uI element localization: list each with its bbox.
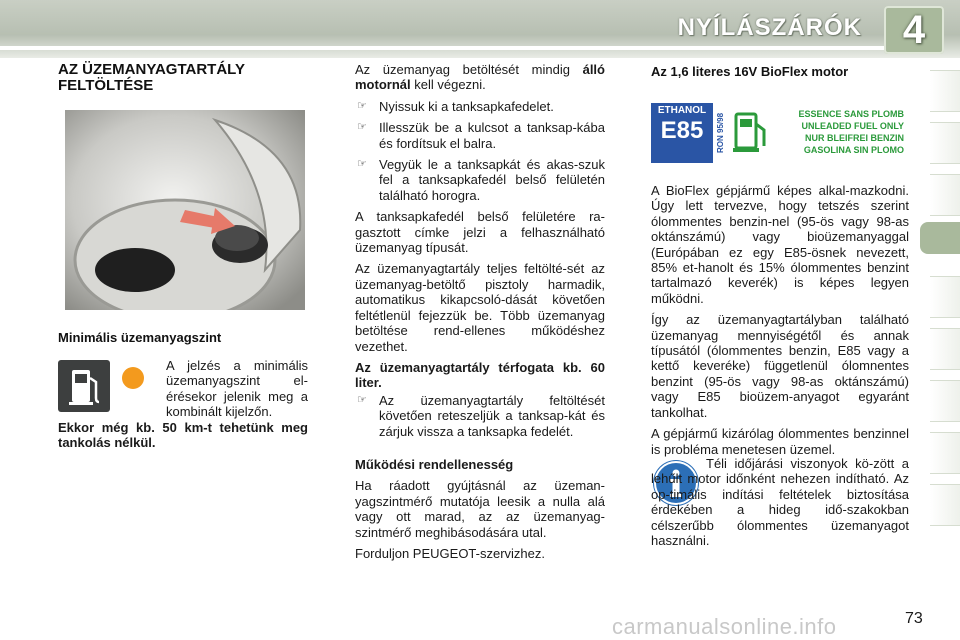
bioflex-paragraph-1: A BioFlex gépjármű képes alkal-mazkodni. Úgy lett tervezve, hogy tetszés szerint ólommentes benzin-nel (95-ös vagy 98-as oktánszámú) vagy bioüzemanyaggal (Európában ez egy E85-ösnek nevezett, 85% et-hanolt és 15% ólommentes benzint tartalmazó keverék) is képes legyen működni. xyxy=(651,183,909,306)
pointing-hand-icon: ☞ xyxy=(357,99,367,112)
unleaded-line-3: NUR BLEIFREI BENZIN xyxy=(805,133,904,143)
fuel-pump-icon xyxy=(58,360,110,412)
side-tab-active[interactable] xyxy=(920,222,960,254)
side-tab-2[interactable] xyxy=(930,122,960,164)
bullet-open-flap xyxy=(355,99,605,114)
range-warning-block xyxy=(58,420,308,457)
fill-paragraph: Az üzemanyagtartály teljes feltölté-sét az üzemanyag-betöltő pisztoly harmadik, automatikus kikapcsoló-dását követően feltétlenül fejezzük be. Több üzemanyag betöltése rend-ellenes működéshez vezethet. xyxy=(355,261,605,354)
side-tab-1[interactable] xyxy=(930,70,960,112)
side-tab-rail xyxy=(930,70,960,570)
pointing-hand-icon: ☞ xyxy=(357,121,367,134)
warning-lamp-icon xyxy=(122,367,144,389)
unleaded-line-1: ESSENCE SANS PLOMB xyxy=(798,109,904,119)
ron-text: RON 95/98 xyxy=(716,112,725,154)
chapter-number: 4 xyxy=(902,8,926,52)
pointing-hand-icon: ☞ xyxy=(357,158,367,171)
header-stripe xyxy=(0,46,885,50)
e85-label-icon xyxy=(651,103,713,163)
green-fuel-pump-icon xyxy=(730,108,772,158)
bullet-remove-cap xyxy=(355,157,605,203)
fuel-cap-photo xyxy=(65,110,305,310)
info-note xyxy=(651,456,909,554)
min-fuel-title: Minimális üzemanyagszint xyxy=(58,330,222,345)
min-fuel-text: A jelzés a minimális üzemanyagszint el-érésekor jelenik meg a kombinált kijelzőn. xyxy=(166,358,308,420)
side-tab-7[interactable] xyxy=(930,380,960,422)
column-3 xyxy=(651,183,909,463)
bullet-text: Illesszük be a kulcsot a tanksap-kába és fordítsuk el balra. xyxy=(379,120,605,151)
bioflex-paragraph-3: A gépjármű kizárólag ólommentes benzinnel is probléma menetesen üzemel. xyxy=(651,426,909,457)
column-2 xyxy=(355,62,605,567)
watermark: carmanualsonline.info xyxy=(612,614,837,639)
side-tab-6[interactable] xyxy=(930,328,960,370)
side-tab-5[interactable] xyxy=(930,276,960,318)
intro-bold: álló motornál xyxy=(355,62,605,93)
range-warning: Ekkor még kb. 50 km-t tehetünk meg tankolás nélkül. xyxy=(58,420,308,451)
pointing-hand-icon: ☞ xyxy=(357,393,367,406)
side-tab-9[interactable] xyxy=(930,484,960,526)
malfunction-text: Ha ráadott gyújtásnál az üzeman-yagszintmérő mutatója leesik a nulla alá vagy ott marad, az az üzemanyag-szintmérő meghibásodására utal. xyxy=(355,478,605,540)
bullet-insert-key xyxy=(355,120,605,151)
e85-text: E85 xyxy=(660,117,704,144)
malfunction-title: Működési rendellenesség xyxy=(355,456,514,472)
intro-post: kell végezni. xyxy=(410,77,486,93)
unleaded-fuel-text xyxy=(774,108,904,156)
bullet-text: Nyissuk ki a tanksapkafedelet. xyxy=(379,98,554,114)
bioflex-paragraph-2: Így az üzemanyagtartályban található üzemanyag mennyiségétől és annak típusától (ólommentes benzin, E85 vagy a kettő keveréke) függetlenül ólomnentes benzint (95-ös vagy 98-as oktánszámú) vagy E85 bioüzem-anyagot egyaránt tankolhat. xyxy=(651,312,909,420)
min-fuel-description xyxy=(166,358,308,426)
unleaded-line-4: GASOLINA SIN PLOMO xyxy=(803,145,904,155)
chapter-title: NYÍLÁSZÁRÓK xyxy=(677,14,862,41)
bioflex-title: Az 1,6 literes 16V BioFlex motor xyxy=(651,64,849,79)
chapter-badge[interactable] xyxy=(884,6,944,54)
section-title-fuel-tank: AZ ÜZEMANYAGTARTÁLY FELTÖLTÉSE xyxy=(58,61,245,94)
tank-capacity: Az üzemanyagtartály térfogata kb. 60 liter. xyxy=(355,359,605,391)
intro-paragraph xyxy=(355,62,605,93)
info-note-text: Téli időjárási viszonyok kö-zött a lehűlt motor időnként nehezen indítható. Az op-timális indítási feltételek biztosítása érdekében a hideg idő-szakokban célszerűbb ólommentes üzemanyagot használni. xyxy=(651,456,909,549)
bullet-text: Az üzemanyagtartály feltöltését követően reteszeljük a tanksap-kát és zárjuk vissza a tanksapka fedelét. xyxy=(379,392,605,439)
intro-pre: Az üzemanyag betöltését mindig xyxy=(355,62,583,77)
service-text: Forduljon PEUGEOT-szervizhez. xyxy=(355,545,546,561)
label-paragraph: A tanksapkafedél belső felületére ra-gasztott címke jelzi a felhasználható üzemanyag típusát. xyxy=(355,209,605,256)
side-tab-3[interactable] xyxy=(930,174,960,216)
ethanol-text: ETHANOL xyxy=(657,105,707,116)
page-number: 73 xyxy=(905,610,923,627)
bullet-close-cap xyxy=(355,393,605,439)
unleaded-line-2: UNLEADED FUEL ONLY xyxy=(801,121,904,131)
side-tab-8[interactable] xyxy=(930,432,960,474)
bullet-text: Vegyük le a tanksapkát és akas-szuk fel a tanksapkafedél belső felületén található horogra. xyxy=(379,157,605,203)
